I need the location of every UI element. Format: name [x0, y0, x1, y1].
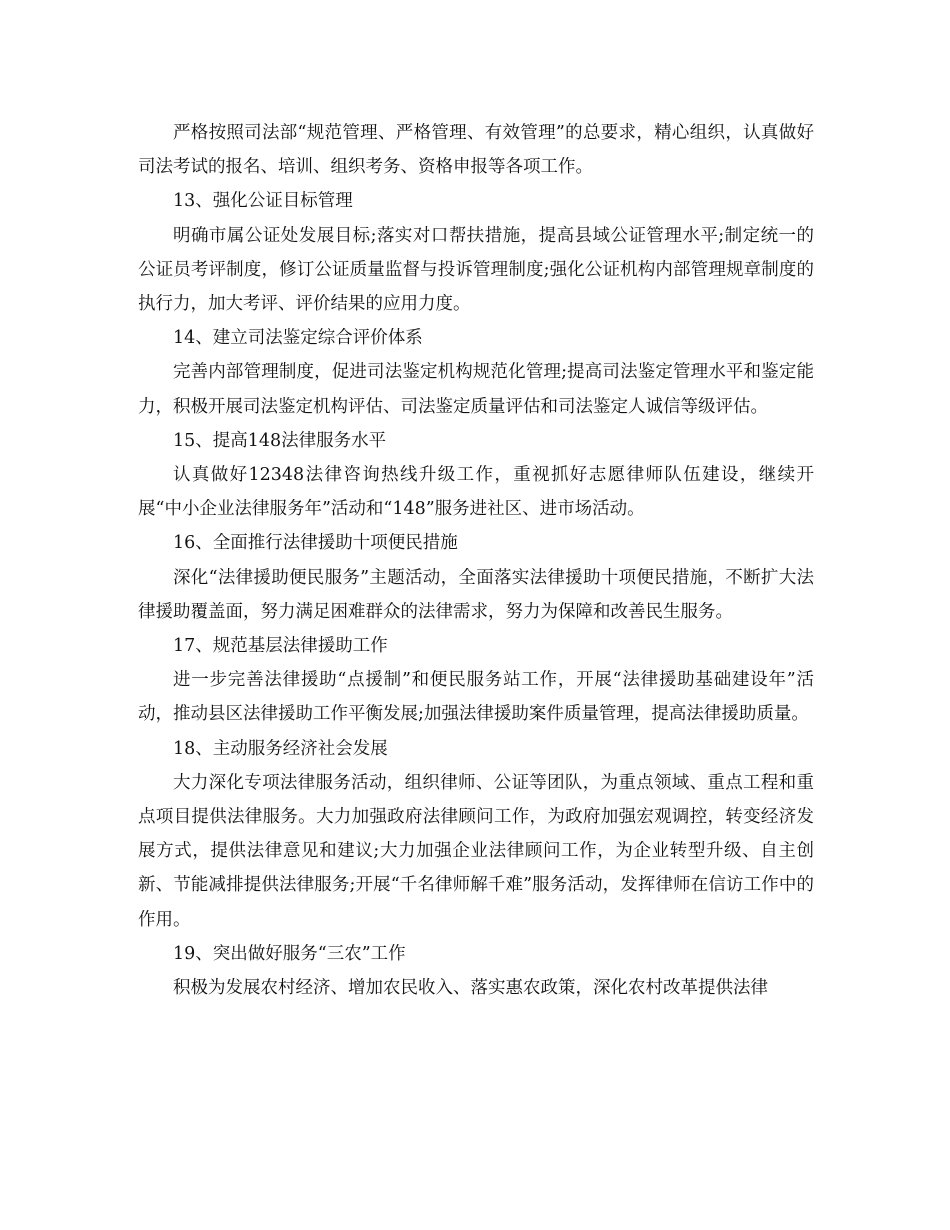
paragraph: 严格按照司法部“规范管理、严格管理、有效管理”的总要求，精心组织，认真做好司法考试的报名、培训、组织考务、资格申报等各项工作。 [138, 123, 814, 178]
section-heading: 19、突出做好服务“三农”工作 [173, 943, 406, 964]
section-heading: 16、全面推行法律援助十项便民措施 [173, 533, 458, 554]
paragraph: 进一步完善法律援助“点援制”和便民服务站工作，开展“法律援助基础建设年”活动，推动县区法律援助工作平衡发展;加强法律援助案件质量管理，提高法律援助质量。 [138, 670, 814, 725]
section-heading: 15、提高148法律服务水平 [173, 430, 387, 451]
section-heading: 13、强化公证目标管理 [173, 191, 353, 212]
section-heading: 18、主动服务经济社会发展 [173, 738, 388, 759]
paragraph: 大力深化专项法律服务活动，组织律师、公证等团队，为重点领域、重点工程和重点项目提供法律服务。大力加强政府法律顾问工作，为政府加强宏观调控，转变经济发展方式，提供法律意见和建议;大力加强企业法律顾问工作，为企业转型升级、自主创新、节能减排提供法律服务;开展“千名律师解千难”服务活动，发挥律师在信访工作中的作用。 [138, 772, 814, 930]
document-body [138, 116, 814, 1005]
section-heading: 17、规范基层法律援助工作 [173, 636, 388, 657]
paragraph: 积极为发展农村经济、增加农民收入、落实惠农政策，深化农村改革提供法律 [173, 978, 768, 999]
paragraph: 认真做好12348法律咨询热线升级工作，重视抓好志愿律师队伍建设，继续开展“中小企业法律服务年”活动和“148”服务进社区、进市场活动。 [138, 465, 814, 520]
section-heading: 14、建立司法鉴定综合评价体系 [173, 328, 423, 349]
paragraph: 明确市属公证处发展目标;落实对口帮扶措施，提高县域公证管理水平;制定统一的公证员考评制度，修订公证质量监督与投诉管理制度;强化公证机构内部管理规章制度的执行力，加大考评、评价结果的应用力度。 [138, 225, 814, 315]
paragraph: 深化“法律援助便民服务”主题活动，全面落实法律援助十项便民措施，不断扩大法律援助覆盖面，努力满足困难群众的法律需求，努力为保障和改善民生服务。 [138, 567, 814, 622]
paragraph: 完善内部管理制度，促进司法鉴定机构规范化管理;提高司法鉴定管理水平和鉴定能力，积极开展司法鉴定机构评估、司法鉴定质量评估和司法鉴定人诚信等级评估。 [138, 362, 814, 417]
